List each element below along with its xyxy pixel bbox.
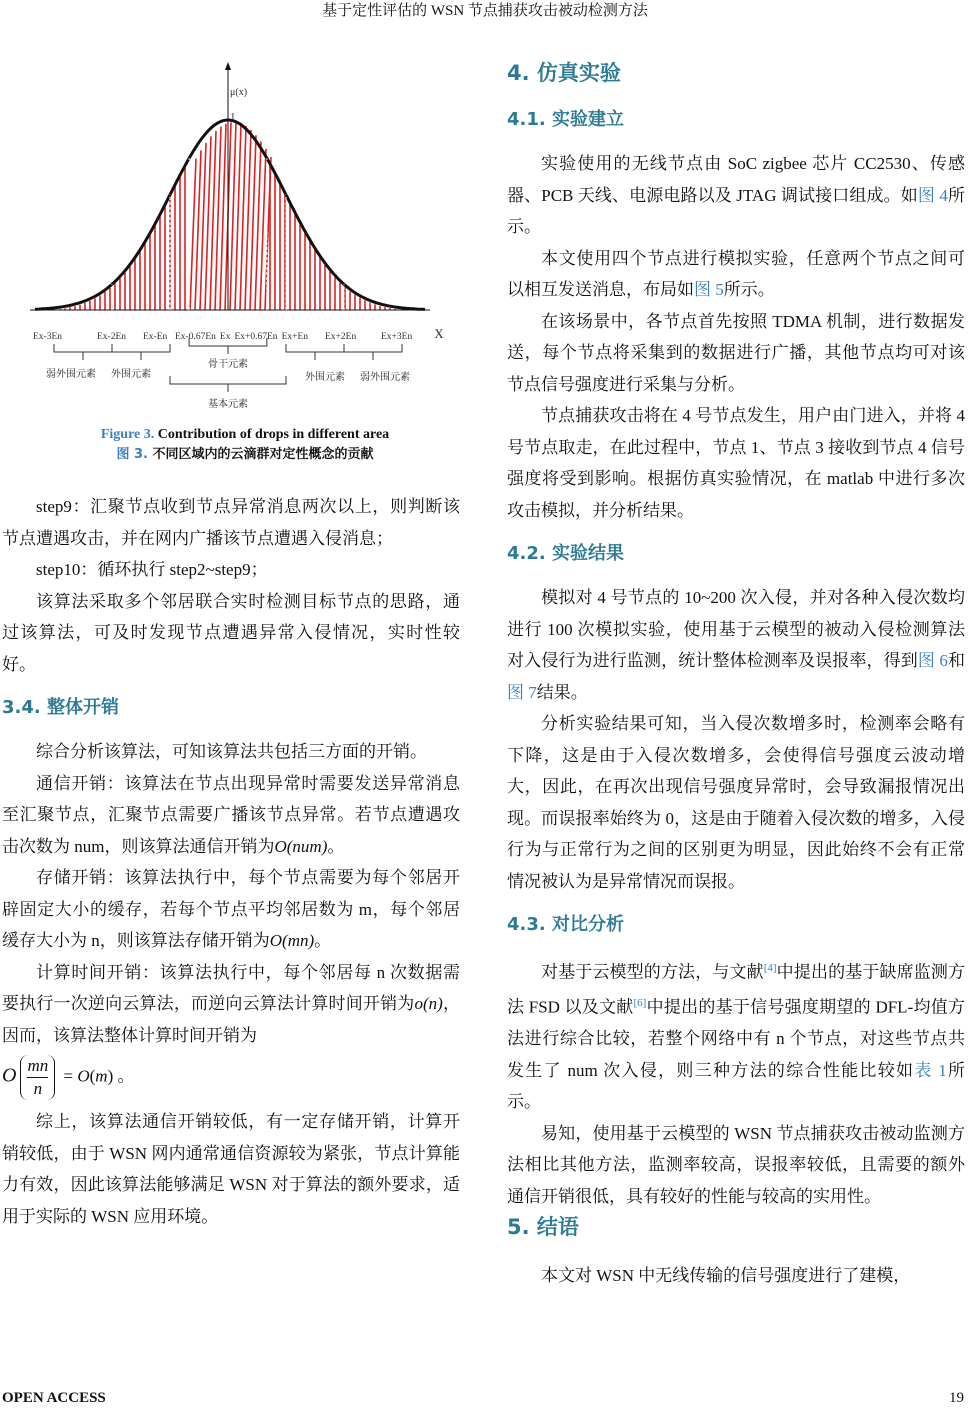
cross-reference-link[interactable]: [4]: [763, 962, 777, 974]
x-tick-label: Ex-0.67En: [175, 332, 216, 342]
paragraph: [2, 736, 460, 768]
figure-caption-zh: [30, 446, 460, 464]
text-run: 所示。: [507, 185, 966, 236]
x-tick-label: Ex+En: [281, 332, 309, 342]
text-run: 中提出的基于信号强度期望的 DFL-均值方法进行综合比较，若整个网络中有 n 个节点，对这些节点共发生了 num 次入侵，则三种方法的综合性能比较如: [507, 997, 966, 1080]
x-tick-label: Ex-2En: [97, 332, 127, 342]
paragraph: [507, 1260, 965, 1292]
text-run: step10：循环执行 step2~step9；: [36, 560, 268, 579]
cross-reference-link[interactable]: [6]: [633, 997, 647, 1010]
label-basic: 基本元素: [208, 399, 248, 410]
text-run: 对基于云模型的方法，与文献: [541, 962, 764, 982]
paragraph: [507, 243, 965, 306]
text-run: 结果。: [536, 682, 588, 702]
hatch-line: [240, 126, 246, 310]
left-column: [2, 491, 460, 1232]
text-run: step9：汇聚节点收到节点异常消息两次以上，则判断该节点遭遇攻击，并在网内广播该节点遭遇入侵消息；: [2, 497, 460, 548]
text-run: 实验使用的无线节点由 SoC zigbee 芯片 CC2530、传感器、PCB 天线、电源电路以及 JTAG 调试接口组成。如: [507, 154, 965, 205]
text-run: 综合分析该算法，可知该算法共包括三方面的开销。: [36, 742, 427, 761]
paragraph: [2, 862, 460, 957]
label-weak-outer-left: 弱外围元素: [46, 369, 96, 380]
text-run: 中提出的基于缺席监测方法 FSD 以及文献: [507, 962, 966, 1017]
paragraph: [507, 953, 965, 1118]
section-heading: 4.3. 对比分析: [507, 914, 624, 935]
paragraph: [2, 491, 460, 554]
text-run: 所示。: [723, 280, 775, 299]
cross-reference-link[interactable]: 图 4: [917, 185, 948, 205]
text-run: ，因而，该算法整体计算时间开销为: [2, 994, 460, 1045]
right-column: [507, 58, 965, 1292]
text-run: 计算时间开销：该算法执行中，每个邻居每 n 次数据需要执行一次逆向云算法，而逆向云算法计算时间开销为: [2, 962, 460, 1013]
math-expression: o(n): [414, 994, 443, 1013]
bracket-basic: [170, 376, 286, 392]
paragraph: [507, 306, 965, 401]
paragraph: [507, 582, 965, 708]
math-expression: O(num): [274, 836, 328, 856]
text-run: 通信开销：该算法在节点出现异常时需要发送异常消息至汇聚节点，汇聚节点需要广播该节点异常。若节点遭遇攻击次数为 num，则该算法通信开销为: [2, 773, 460, 856]
section-heading: 3.4. 整体开销: [2, 697, 119, 718]
page-number: 19: [949, 1390, 964, 1406]
cross-reference-link[interactable]: 图 7: [507, 682, 537, 702]
cross-reference-link[interactable]: 表 1: [914, 1060, 947, 1080]
y-tick-label: 1: [230, 111, 236, 123]
x-tick-label: Ex: [219, 332, 231, 342]
hatch-line: [255, 142, 261, 310]
paragraph: [2, 586, 460, 681]
hatch-line: [260, 149, 266, 310]
x-tick-label: Ex+2En: [325, 332, 357, 342]
paragraph: [2, 768, 460, 863]
x-tick-label: Ex-En: [143, 332, 168, 342]
running-header: 基于定性评估的 WSN 节点捕获攻击被动检测方法: [322, 3, 648, 19]
text-run: 。: [314, 931, 332, 950]
label-outer-left: 外围元素: [111, 369, 151, 380]
text-run: 易知，使用基于云模型的 WSN 节点捕获攻击被动监测方法相比其他方法，监测率较高，误报率较低，且需要的额外通信开销很低，具有较好的性能与较高的实用性。: [507, 1123, 965, 1206]
label-outer-right: 外围元素: [305, 372, 345, 383]
paragraph: [2, 1106, 460, 1232]
y-axis-label: μ(x): [230, 87, 248, 98]
formula: O $\frac{mn}{n}$ = O(m) 。: [2, 1056, 135, 1098]
bracket-outer-left: [112, 344, 170, 360]
cross-reference-link[interactable]: 图 5: [694, 280, 724, 299]
hatch-line: [250, 135, 256, 310]
label-backbone: 骨干元素: [208, 359, 248, 370]
math-expression: O(mn): [269, 931, 315, 950]
text-run: 模拟对 4 号节点的 10~200 次入侵，并对各种入侵次数均进行 100 次模拟实验，使用基于云模型的被动入侵检测算法对入侵行为进行监测，统计整体检测率及误报率，得到: [507, 588, 965, 670]
caption-zh-number: 图 3.: [116, 447, 148, 462]
figure-3-cloud-model: [25, 60, 455, 415]
text-run: 节点捕获攻击将在 4 号节点发生，用户由门进入，并将 4 号节点取走，在此过程中，节点 1、节点 3 接收到节点 4 信号强度将受到影响。根据仿真实验情况，在 matlab 中进行多次攻击模拟，并分析结果。: [507, 406, 965, 520]
text-run: 综上，该算法通信开销较低，有一定存储开销，计算开销较低，由于 WSN 网内通常通信资源较为紧张，节点计算能力有效，因此该算法能够满足 WSN 对于算法的额外要求，适用于实际的 WSN 应用环境。: [2, 1112, 460, 1226]
x-tick-label: Ex+3En: [381, 332, 413, 342]
x-axis-label: X: [434, 326, 444, 341]
caption-en-number: Figure 3.: [100, 427, 155, 442]
section-heading: 4.1. 实验建立: [507, 109, 624, 130]
section-heading: 4. 仿真实验: [507, 61, 621, 85]
paragraph: [2, 554, 460, 586]
bracket-weak-outer-left: [54, 344, 112, 360]
footer-open-access: OPEN ACCESS: [2, 1390, 106, 1406]
paragraph: [507, 1118, 965, 1213]
bracket-weak-outer-right: [344, 344, 402, 360]
text-run: 在该场景中，各节点首先按照 TDMA 机制，进行数据发送，每个节点将采集到的数据进行广播，其他节点均可对该节点信号强度进行采集与分析。: [507, 311, 965, 394]
text-run: 该算法采取多个邻居联合实时检测目标节点的思路，通过该算法，可及时发现节点遭遇异常入侵情况，实时性较好。: [2, 591, 460, 674]
paragraph: [507, 148, 965, 243]
paragraph: [2, 957, 460, 1052]
text-run: 本文对 WSN 中无线传输的信号强度进行了建模，: [541, 1266, 911, 1286]
text-run: 。: [327, 836, 345, 856]
text-run: 本文使用四个节点进行模拟实验，任意两个节点之间可以相互发送消息，布局如: [507, 248, 965, 299]
paragraph: [507, 400, 965, 526]
figure-caption-en: [30, 426, 460, 444]
label-weak-outer-right: 弱外围元素: [360, 372, 410, 383]
text-run: 分析实验结果可知，当入侵次数增多时，检测率会略有下降，这是由于入侵次数增多，会使得信号强度云波动增大，因此，在再次出现信号强度异常时，会导致漏报情况出现。而误报率始终为 0，这是由于随着入侵次数的增多，入侵行为与正常行为之间的区别更为明显，因此始终不会有正常情况被认为是异常情况而误报。: [507, 714, 965, 891]
hatch-line: [245, 130, 251, 310]
cross-reference-link[interactable]: 图 6: [917, 651, 948, 670]
paragraph: [507, 708, 965, 897]
section-heading: 5. 结语: [507, 1215, 579, 1240]
y-axis-arrow-icon: [225, 62, 231, 70]
bracket-outer-right: [286, 344, 344, 360]
section-heading: 4.2. 实验结果: [507, 543, 624, 564]
text-run: 和: [947, 651, 966, 670]
x-tick-label: Ex+0.67En: [234, 332, 278, 342]
caption-zh-text: 不同区域内的云滴群对定性概念的贡献: [152, 447, 374, 462]
text-run: 所示。: [507, 1060, 966, 1112]
caption-en-text: Contribution of drops in different area: [157, 427, 390, 442]
hatch-line: [235, 123, 241, 310]
text-run: 存储开销：该算法执行中，每个节点需要为每个邻居开辟固定大小的缓存，若每个节点平均邻居数为 m，每个邻居缓存大小为 n，则该算法存储开销为: [2, 868, 460, 950]
x-tick-label: Ex-3En: [33, 332, 63, 342]
